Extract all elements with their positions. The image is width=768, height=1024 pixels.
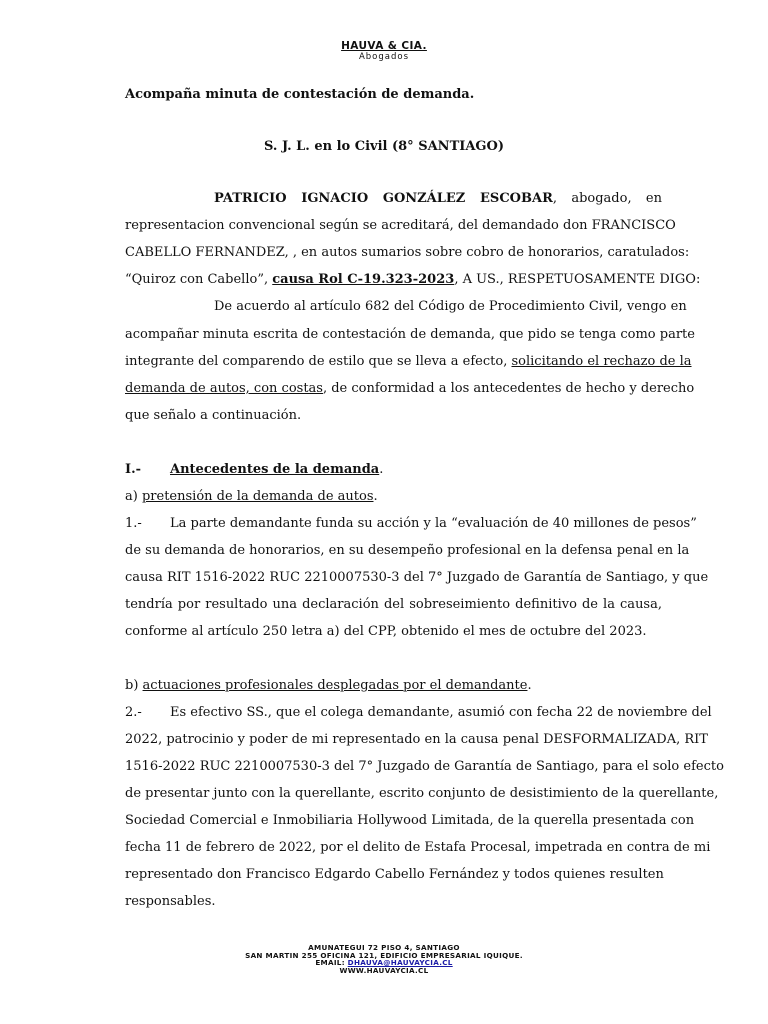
footer-email-link[interactable]: DHAUVA@HAUVAYCIA.CL (347, 958, 453, 968)
case-number: causa Rol C-19.323-2023 (272, 272, 455, 287)
item1-number: 1.- (125, 516, 142, 531)
footer-address-1: AMUNATEGUI 72 PISO 4, SANTIAGO (308, 943, 460, 952)
section-number: I.- (125, 462, 142, 477)
intro-line-4: “Quiroz con Cabello”, causa Rol C-19.323-2023, A US., RESPETUOSAMENTE DIGO: (125, 272, 701, 287)
footer-address-2: SAN MARTIN 255 OFICINA 121, EDIFICIO EMPRESARIAL IQUIQUE. (245, 950, 523, 960)
item2-line-3: 1516-2022 RUC 2210007530-3 del 7° Juzgado de Garantía de Santiago, para el solo efecto (125, 759, 724, 774)
document-heading: Acompaña minuta de contestación de demanda. (125, 87, 475, 102)
intro-line-3: CABELLO FERNANDEZ, , en autos sumarios sobre cobro de honorarios, caratulados: (125, 245, 690, 260)
item2-number: 2.- (125, 705, 142, 720)
section-title: Antecedentes de la demanda. (170, 462, 384, 477)
para1-line-4: demanda de autos, con costas, de conformidad a los antecedentes de hecho y derecho (125, 381, 695, 396)
item2-line-2: 2022, patrocinio y poder de mi representado en la causa penal DESFORMALIZADA, RIT (125, 732, 708, 747)
intro-line-2: representacion convencional según se acreditará, del demandado don FRANCISCO (125, 218, 676, 233)
item1-line-2: de su demanda de honorarios, en su desempeño profesional en la defensa penal en la (125, 543, 690, 558)
court-name: S. J. L. en lo Civil (8° SANTIAGO) (264, 139, 504, 154)
subsection-a: a) pretensión de la demanda de autos. (125, 489, 378, 504)
item1-line-1: La parte demandante funda su acción y la “evaluación de 40 millones de pesos” (170, 516, 697, 531)
item2-line-8: responsables. (125, 894, 216, 909)
firm-name: HAUVA & CIA. (341, 40, 427, 52)
firm-subtitle: Abogados (358, 52, 410, 62)
letterhead (0, 34, 768, 62)
item1-line-3: causa RIT 1516-2022 RUC 2210007530-3 del 7° Juzgado de Garantía de Santiago, y que (125, 570, 709, 585)
item2-line-7: representado don Francisco Edgardo Cabello Fernández y todos quienes resulten (125, 867, 664, 882)
attorney-name: PATRICIO IGNACIO GONZÁLEZ ESCOBAR (214, 191, 553, 206)
intro-line-1: PATRICIO IGNACIO GONZÁLEZ ESCOBAR, abogado, en (214, 191, 662, 206)
request-underlined: solicitando el rechazo de la (511, 354, 692, 369)
item1-line-5: conforme al artículo 250 letra a) del CPP, obtenido el mes de octubre del 2023. (125, 624, 647, 639)
footer-website[interactable]: WWW.HAUVAYCIA.CL (339, 965, 429, 975)
subsection-b: b) actuaciones profesionales desplegadas por el demandante. (125, 678, 532, 693)
footer-email-line: EMAIL: DHAUVA@HAUVAYCIA.CL (315, 958, 453, 968)
page-footer (0, 944, 768, 974)
para1-line-3: integrante del comparendo de estilo que se lleva a efecto, solicitando el rechazo de la (125, 354, 692, 369)
request-underlined-2: demanda de autos, con costas (125, 381, 323, 396)
item2-line-4: de presentar junto con la querellante, escrito conjunto de desistimiento de la querellante, (125, 786, 719, 801)
para1-line-2: acompañar minuta escrita de contestación de demanda, que pido se tenga como parte (125, 327, 695, 342)
para1-line-5: que señalo a continuación. (125, 408, 302, 423)
item2-line-6: fecha 11 de febrero de 2022, por el delito de Estafa Procesal, impetrada en contra de mi (125, 840, 711, 855)
item2-line-1: Es efectivo SS., que el colega demandante, asumió con fecha 22 de noviembre del (170, 705, 712, 720)
item1-line-4: tendría por resultado una declaración del sobreseimiento definitivo de la causa, (125, 597, 662, 612)
para1-line-1: De acuerdo al artículo 682 del Código de Procedimiento Civil, vengo en (214, 299, 687, 314)
item2-line-5: Sociedad Comercial e Inmobiliaria Hollywood Limitada, de la querella presentada con (125, 813, 695, 828)
